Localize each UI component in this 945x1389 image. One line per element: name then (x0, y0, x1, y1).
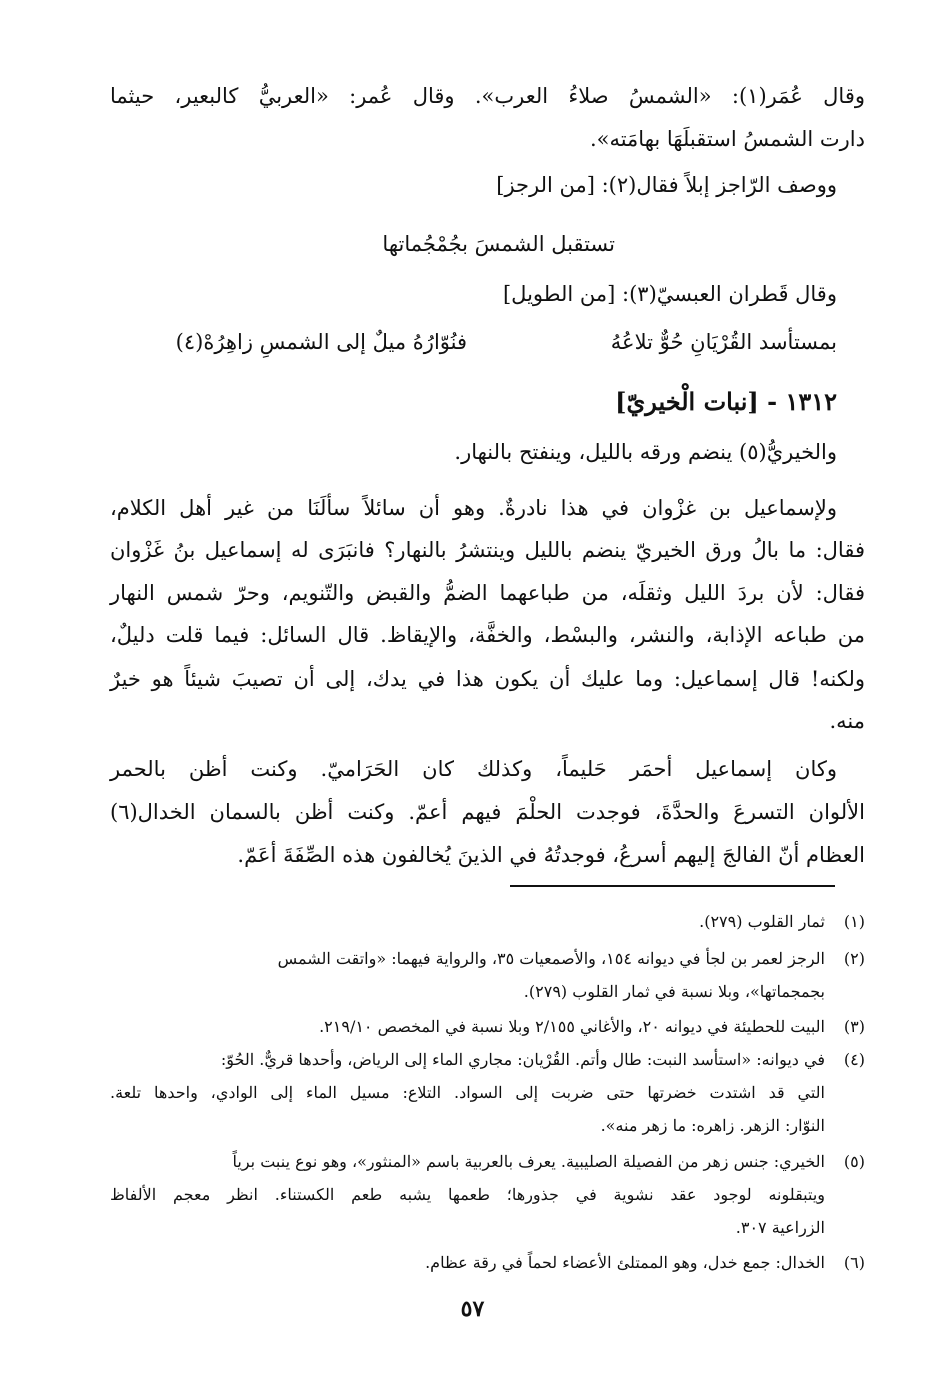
body-line-9: من طباعه الإذابة، والنشر، والبسْط، والخفَّة، والإيقاظ. قال السائل: فيما قلت دليلٌ، (110, 623, 865, 647)
body-line-6: ولإسماعيل بن غزْوان في هذا نادرةٌ. وهو أن سائلاً سألَنَا من غير أهل الكلام، (110, 496, 837, 520)
footnote-text: في ديوانه: «استأسد النبت: طال وأتم. القُرْيان: مجاري الماء إلى الرياض، وأحدها قريٌّ. الحُوّ: (220, 1050, 825, 1069)
footnote-4-cont-2: النوّار: الزهر. زاهره: ما زهر منه». (600, 1116, 825, 1135)
footnote-4-cont-1: التي قد اشتدت خضرتها حتى ضربت إلى السواد. التلاع: مسيل الماء إلى الوادي، واحدها تلعة. (110, 1083, 825, 1102)
footnote-text: الخدال: جمع خدل، وهو الممتلئ الأعضاء لحماً في رقة عظام. (425, 1253, 825, 1272)
footnote-2-cont: بجمجماتها»، وبلا نسبة في ثمار القلوب (٢٧٩). (523, 982, 825, 1001)
body-line-7: فقال: ما بالُ ورق الخيريّ ينضم بالليل وينتشرُ بالنهار؟ فانبَرَى له إسماعيل بنُ غَزْوان (110, 538, 865, 562)
section-heading: ١٣١٢ - [نبات الْخيريّ] (615, 387, 837, 416)
verse-hemistich-left: فنُوّارُهُ ميلٌ إلى الشمسِ زاهِرُهْ(٤) (175, 330, 467, 354)
footnote-3 (110, 1013, 865, 1041)
page-number: ٥٧ (460, 1296, 485, 1322)
footnote-5-cont-1: ويتبقلونه لوجود عقد نشوية في جذورها؛ طعمها يشبه طعم الكستناء. انظر معجم الألفاظ (110, 1185, 825, 1204)
body-line-3: ووصف الرّاجز إبلاً فقال(٢): [من الرجز] (496, 173, 837, 197)
footnote-text: البيت للحطيئة في ديوانه ٢٠، والأغاني ٢/١٥٥ وبلا نسبة في المخصص ٢١٩/١٠. (319, 1017, 825, 1036)
body-line-4: وقال قَطران العبسيّ(٣): [من الطويل] (502, 282, 837, 306)
footnote-number: (٥) (843, 1152, 865, 1171)
body-line-8: فقال: لأن بردَ الليل وثقلَه، من طباعهما الضمُّ والقبض والتّنويم، وحرّ شمس النهار (110, 581, 865, 605)
body-line-10: ولكنه! قال إسماعيل: وما عليك أن يكون هذا في يدك، إلى أن تصيبَ شيئاً هو خيرٌ (110, 667, 865, 691)
footnote-2 (110, 945, 865, 973)
footnote-5 (110, 1148, 865, 1176)
footnote-text: الرجز لعمر بن لجأ في ديوانه ١٥٤، والأصمعيات ٣٥، والرواية فيهما: «واتقت الشمس (277, 949, 825, 968)
body-line-1: وقال عُمَر(١): «الشمسُ صلاءُ العرب». وقال عُمر: «العربيُّ كالبعير، حيثما (110, 84, 865, 108)
footnote-number: (٢) (843, 949, 865, 968)
footnote-divider (510, 885, 835, 887)
footnote-6 (110, 1249, 865, 1277)
footnote-5-cont-2: الزراعية ٣٠٧. (735, 1218, 825, 1237)
footnote-1 (110, 908, 865, 936)
footnote-text: ثمار القلوب (٢٧٩). (699, 912, 825, 931)
body-line-2: دارت الشمسُ استقبلَهَا بهامَته». (589, 127, 865, 151)
footnote-number: (٣) (843, 1017, 865, 1036)
footnote-text: الخيري: جنس زهر من الفصيلة الصليبية. يعرف بالعربية باسم «المنثور»، وهو نوع ينبت برياً (232, 1152, 825, 1171)
body-line-13: الألوان التسرعَ والحدَّةَ، فوجدت الحلْمَ فيهم أعمّ. وكنت أظن بالسمان الخدال(٦) (110, 800, 865, 824)
body-line-12: وكان إسماعيل أحمَر حَليماً، وكذلك كان الحَرَاميّ. وكنت أظن بالحمر (110, 757, 837, 781)
footnote-number: (٦) (843, 1253, 865, 1272)
body-line-14: العظام أنّ الفالجَ إليهم أسرعُ، فوجدتُهُ في الذينَ يُخالفون هذه الصِّفَةَ أعَمّ. (237, 843, 865, 867)
footnote-4 (110, 1046, 865, 1074)
verse-rajaz: تستقبل الشمسَ بجُمْجُماتها (382, 232, 615, 256)
footnote-number: (١) (843, 912, 865, 931)
body-line-5: والخيريُّ(٥) ينضم ورقه بالليل، وينفتح بالنهار. (454, 440, 837, 464)
verse-hemistich-right: بمستأسد القُرْيَانِ حُوٌّ تلاعُهُ (610, 330, 837, 354)
footnote-number: (٤) (843, 1050, 865, 1069)
body-line-11: منه. (829, 709, 865, 733)
